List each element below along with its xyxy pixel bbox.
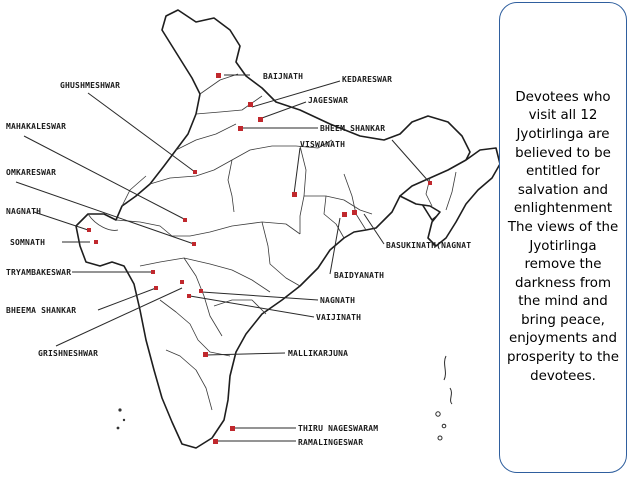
label-mahakaleswar: MAHAKALESWAR xyxy=(6,122,67,131)
marker-baidyanath xyxy=(352,210,357,215)
marker-somnath xyxy=(94,240,98,244)
marker-nagnath-south xyxy=(199,289,203,293)
marker-viswanath xyxy=(292,192,297,197)
label-mallikarjuna: MALLIKARJUNA xyxy=(288,349,349,358)
info-panel xyxy=(499,2,627,473)
label-bheema-shankar: BHEEMA SHANKAR xyxy=(6,306,77,315)
marker-thiru-nageswaram xyxy=(230,426,235,431)
andaman-islands xyxy=(436,356,452,440)
lakshadweep-islands xyxy=(117,408,126,429)
marker-ghushmeshwar xyxy=(193,170,197,174)
marker-omkareswar xyxy=(192,242,196,246)
label-kedareswar: KEDARESWAR xyxy=(342,75,393,84)
label-bheem-shankar: BHEEM SHANKAR xyxy=(320,124,386,133)
marker-grishneshwar xyxy=(180,280,184,284)
label-ramalingeswar: RAMALINGESWAR xyxy=(298,438,364,447)
label-tryambakeswar: TRYAMBAKESWAR xyxy=(6,268,72,277)
marker-kedareswar xyxy=(248,102,253,107)
label-somnath: SOMNATH xyxy=(10,238,46,247)
marker-northeast xyxy=(428,181,432,185)
label-jageswar: JAGESWAR xyxy=(308,96,349,105)
label-nagnath-south: NAGNATH xyxy=(320,296,356,305)
marker-nagnath-west xyxy=(87,228,91,232)
label-baijnath: BAIJNATH xyxy=(263,72,304,81)
label-viswanath: VISWANATH xyxy=(300,140,346,149)
label-basukinath: BASUKINATH(NAGNAT xyxy=(386,241,472,250)
marker-ramalingeswar xyxy=(213,439,218,444)
marker-basukinath xyxy=(342,212,347,217)
marker-mahakaleswar xyxy=(183,218,187,222)
label-nagnath-west: NAGNATH xyxy=(6,207,42,216)
label-omkareswar: OMKARESWAR xyxy=(6,168,57,177)
label-grishneshwar: GRISHNESHWAR xyxy=(38,349,99,358)
info-panel-text: Devotees who visit all 12 Jyotirlinga are believed to be entitled for salvation and enlightenment The views of the Jyotirlinga remove the darkness from the mind and bring peace, enjoyments and prosperity to the devotees. xyxy=(507,89,619,384)
label-vaijinath: VAIJINATH xyxy=(316,313,362,322)
marker-baijnath xyxy=(216,73,221,78)
marker-tryambakeswar xyxy=(151,270,155,274)
marker-mallikarjuna xyxy=(203,352,208,357)
marker-bheema-shankar xyxy=(154,286,158,290)
marker-jageswar xyxy=(258,117,263,122)
label-thiru-nageswaram: THIRU NAGESWARAM xyxy=(298,424,379,433)
marker-vaijinath xyxy=(187,294,191,298)
marker-bheem-shankar xyxy=(238,126,243,131)
label-ghushmeshwar: GHUSHMESHWAR xyxy=(60,81,121,90)
label-baidyanath: BAIDYANATH xyxy=(334,271,385,280)
